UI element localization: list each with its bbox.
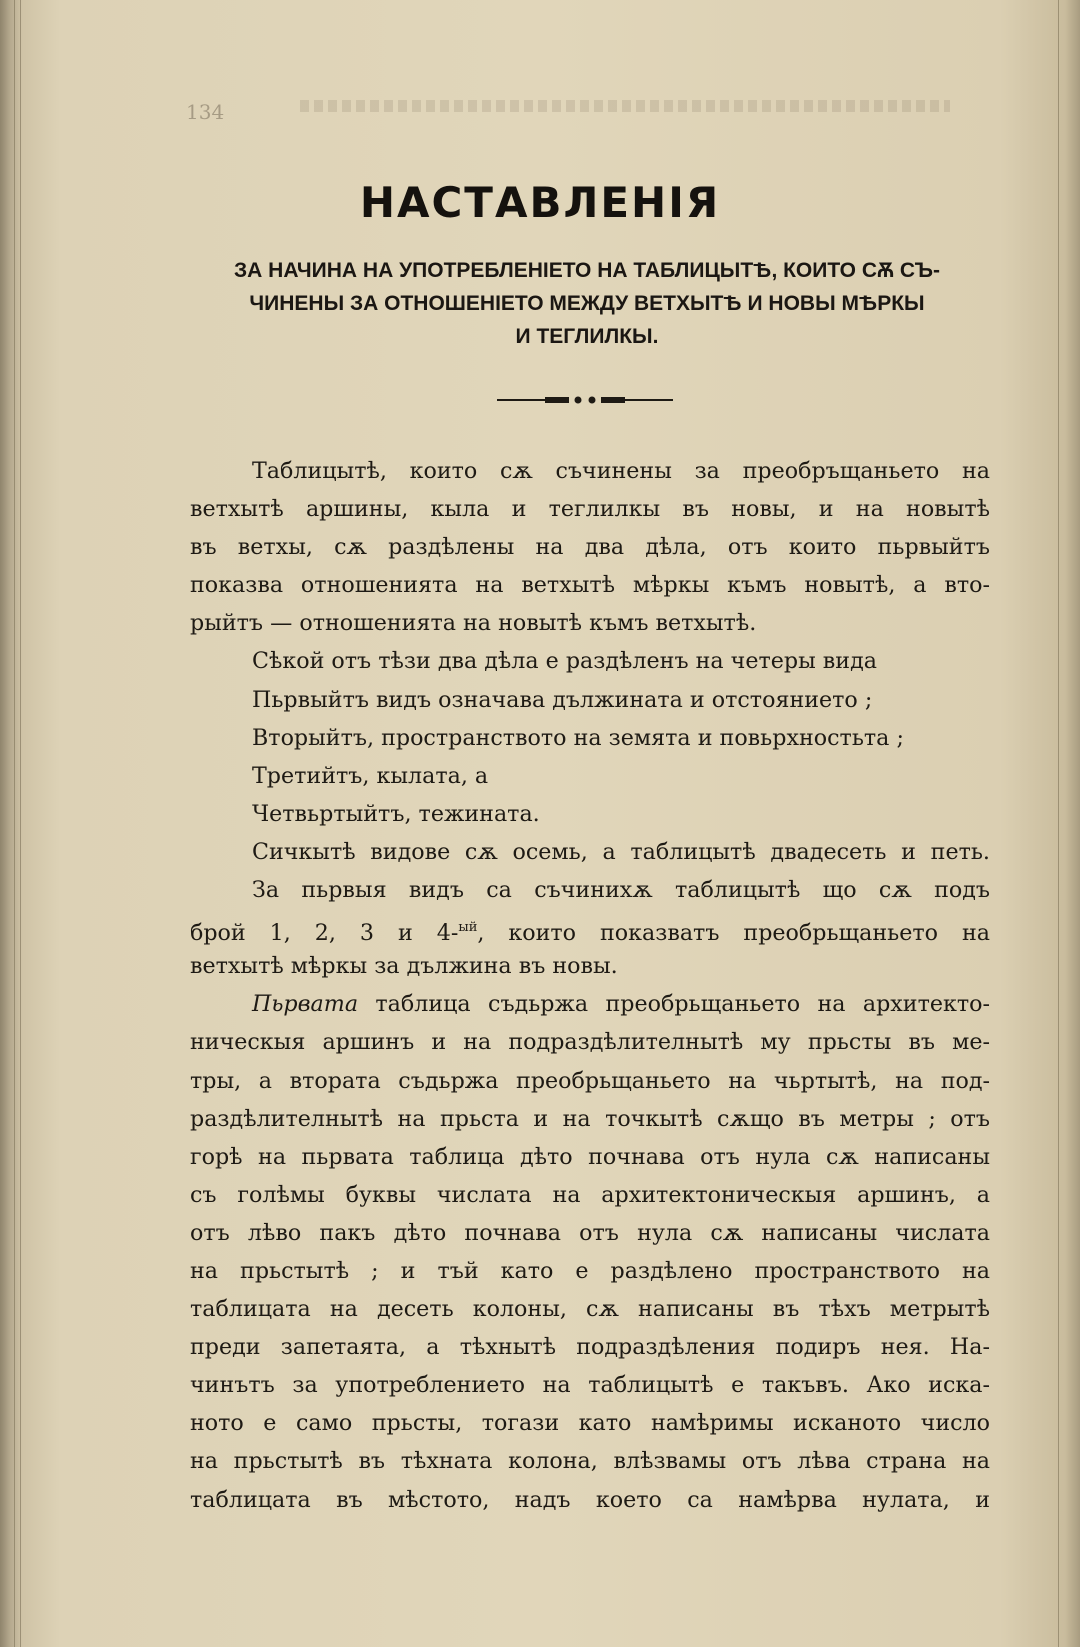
text-line: горѣ на пьрвата таблица дѣто почнава отъ нула сѫ написаны [190, 1143, 990, 1170]
text-line [190, 909, 990, 947]
text-line: на прьстытѣ въ тѣхната колона, влѣзвамы отъ лѣва страна на [190, 1448, 990, 1475]
bleed-through-text [300, 100, 950, 112]
text-line: чинътъ за употреблението на таблицытѣ е такъвъ. Ако иска- [190, 1372, 990, 1399]
body-text [190, 452, 990, 1519]
text-run: таблица съдьржа преобрьщаньето на архитекто- [358, 991, 990, 1018]
text-line: Таблицытѣ, които сѫ съчинены за преобръщаньето на [252, 458, 990, 484]
superscript: ый [458, 920, 478, 936]
gutter-line [14, 0, 15, 1647]
ornament-divider-icon [495, 390, 675, 410]
text-line: преди запетаята, а тѣхнытѣ подраздѣления подиръ нея. На- [190, 1334, 990, 1361]
text-line: За пьрвыя видъ са съчинихѫ таблицытѣ що сѫ подъ [252, 877, 990, 904]
text-line [190, 985, 990, 1023]
page-title: НАСТАВЛЕНІЯ [359, 178, 721, 227]
text-line: таблицата на десеть колоны, сѫ написаны въ тѣхъ метрытѣ [190, 1296, 990, 1323]
text-line: Четвьртыйтъ, тежината. [252, 800, 540, 827]
subtitle-line: ЗА НАЧИНА НА УПОТРЕБЛЕНІЕТО НА ТАБЛИЦЫТѢ, КОИТО СѪ СЪ- [234, 259, 940, 282]
text-line: отъ лѣво пакъ дѣто почнава отъ нула сѫ написаны числата [190, 1219, 990, 1246]
text-line: тры, а втората съдьржа преобрьщаньето на чьртытѣ, на под- [190, 1067, 990, 1094]
text-run: , които показватъ преобрьщаньето на [477, 920, 990, 947]
text-line: раздѣлителнытѣ на прьста и на точкытѣ сѫщо въ метры ; отъ [190, 1105, 990, 1132]
text-line: Сичкытѣ видове сѫ осемь, а таблицытѣ двадесеть и петь. [252, 838, 990, 865]
text-line: Вторыйтъ, пространството на земята и повьрхностьта ; [252, 724, 904, 751]
text-line: рыйтъ — отношенията на новытѣ къмъ ветхытѣ. [190, 610, 757, 637]
italic-term: Пьрвата [252, 991, 359, 1018]
gutter-line [20, 0, 21, 1647]
text-line: ното е само прьсты, тогази като намѣримы исканото число [190, 1410, 990, 1437]
text-line: ветхытѣ мѣркы за дължина въ новы. [190, 953, 618, 980]
text-line: ническыя аршинъ и на подраздѣлителнытѣ му прьсты въ ме- [190, 1029, 990, 1056]
page-number: 134 [186, 100, 225, 124]
text-line: Третийтъ, кылата, а [252, 762, 489, 789]
subtitle-line: И ТЕГЛИЛКЫ. [515, 325, 659, 348]
text-line: показва отношенията на ветхытѣ мѣркы къмъ новытѣ, а вто- [190, 572, 990, 599]
page-edge-line [1058, 0, 1059, 1647]
text-line: Сѣкой отъ тѣзи два дѣла е раздѣленъ на четеры вида [252, 648, 877, 675]
text-line: на прьстытѣ ; и тъй като е раздѣлено пространството на [190, 1257, 990, 1284]
text-line: съ голѣмы буквы числата на архитектоническыя аршинъ, а [190, 1181, 990, 1208]
text-line: въ ветхы, сѫ раздѣлены на два дѣла, отъ които пьрвыйтъ [190, 534, 990, 561]
text-line: таблицата въ мѣстото, надъ което са намѣрва нулата, и [190, 1486, 990, 1513]
subtitle [192, 254, 982, 353]
text-line: ветхытѣ аршины, кыла и теглилкы въ новы, и на новытѣ [190, 496, 990, 523]
text-line: Пьрвыйтъ видъ означава дължината и отстоянието ; [252, 686, 873, 713]
text-run: брой 1, 2, 3 и 4- [190, 920, 459, 947]
subtitle-line: ЧИНЕНЫ ЗА ОТНОШЕНІЕТО МЕЖДУ ВЕТХЫТѢ И НОВЫ МѢРКЫ [249, 292, 925, 315]
